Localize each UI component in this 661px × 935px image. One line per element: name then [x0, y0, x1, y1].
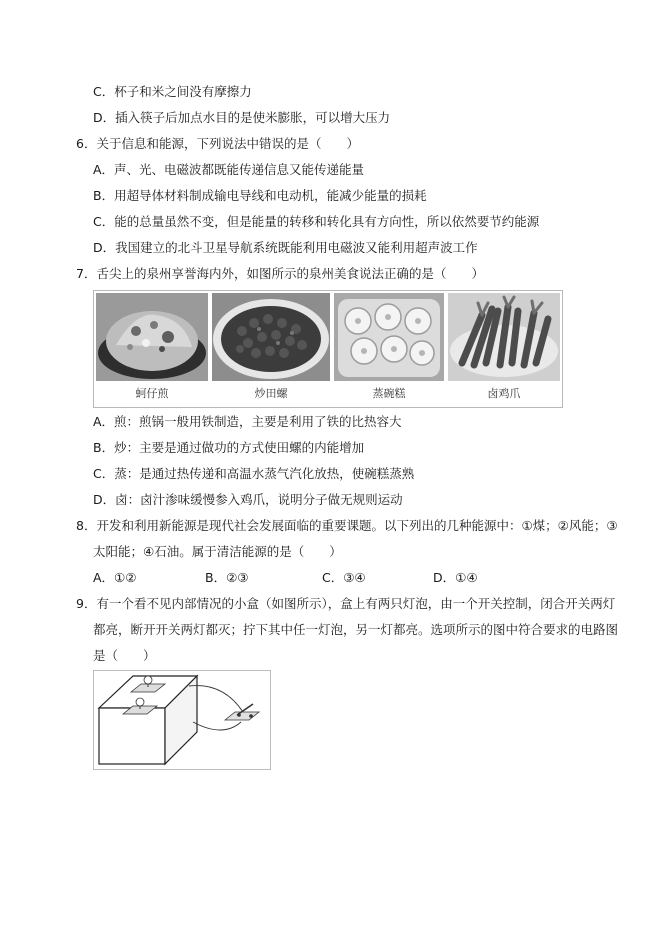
q8-option-a: A．①②: [93, 570, 137, 585]
q8-options: [93, 570, 513, 586]
q6-option-d: D．我国建立的北斗卫星导航系统既能利用电磁波又能利用超声波工作: [93, 240, 478, 255]
q7-stem: 7．舌尖上的泉州享誉海内外，如图所示的泉州美食说法正确的是（ ）: [76, 266, 484, 281]
q7-option-c: C．蒸：是通过热传递和高温水蒸气汽化放热，使碗糕蒸熟: [93, 466, 415, 481]
food-caption-3: 蒸碗糕: [372, 387, 406, 400]
food-caption-1: 蚵仔煎: [135, 387, 169, 400]
food-photo-oyster-omelette: [96, 293, 208, 381]
q8-option-d: D．①④: [433, 570, 478, 585]
q8-option-b: B．②③: [205, 570, 249, 585]
q7-option-d: D．卤：卤汁渗味缓慢参入鸡爪，说明分子做无规则运动: [93, 492, 403, 507]
q6-option-a: A．声、光、电磁波都既能传递信息又能传递能量: [93, 162, 365, 177]
food-photo-fried-snails: [212, 293, 330, 381]
q9-stem-line-2: 都亮，断开开关两灯都灭；拧下其中任一灯泡，另一灯都亮。选项所示的图中符合要求的电路图: [93, 622, 619, 637]
q7-option-a: A．煎：煎锅一般用铁制造，主要是利用了铁的比热容大: [93, 414, 402, 429]
q8-stem-line-2: 太阳能；④石油。属于清洁能源的是（ ）: [93, 544, 342, 559]
q9-stem-line-1: 9．有一个看不见内部情况的小盒（如图所示），盒上有两只灯泡，由一个开关控制，闭合开关两灯: [76, 596, 616, 611]
q5-option-d: D．插入筷子后加点水目的是使米膨胀，可以增大压力: [93, 110, 391, 125]
q9-stem-line-3: 是（ ）: [93, 648, 156, 663]
food-photo-braised-chicken-feet: [448, 293, 560, 381]
food-photo-steamed-rice-cakes: [334, 293, 444, 381]
q6-stem: 6．关于信息和能源，下列说法中错误的是（ ）: [76, 136, 359, 151]
food-caption-2: 炒田螺: [254, 387, 288, 400]
food-caption-4: 卤鸡爪: [487, 387, 521, 400]
food-photo-strip: [93, 290, 563, 408]
q7-option-b: B．炒：主要是通过做功的方式使田螺的内能增加: [93, 440, 365, 455]
q8-stem-line-1: 8．开发和利用新能源是现代社会发展面临的重要课题。以下列出的几种能源中：①煤；②风能；③: [76, 518, 618, 533]
q6-option-b: B．用超导体材料制成输电导线和电动机，能减少能量的损耗: [93, 188, 427, 203]
q6-option-c: C．能的总量虽然不变，但是能量的转移和转化具有方向性，所以依然要节约能源: [93, 214, 540, 229]
q8-option-c: C．③④: [322, 570, 366, 585]
circuit-box-figure: [93, 670, 271, 770]
q5-option-c: C．杯子和米之间没有摩擦力: [93, 84, 252, 99]
